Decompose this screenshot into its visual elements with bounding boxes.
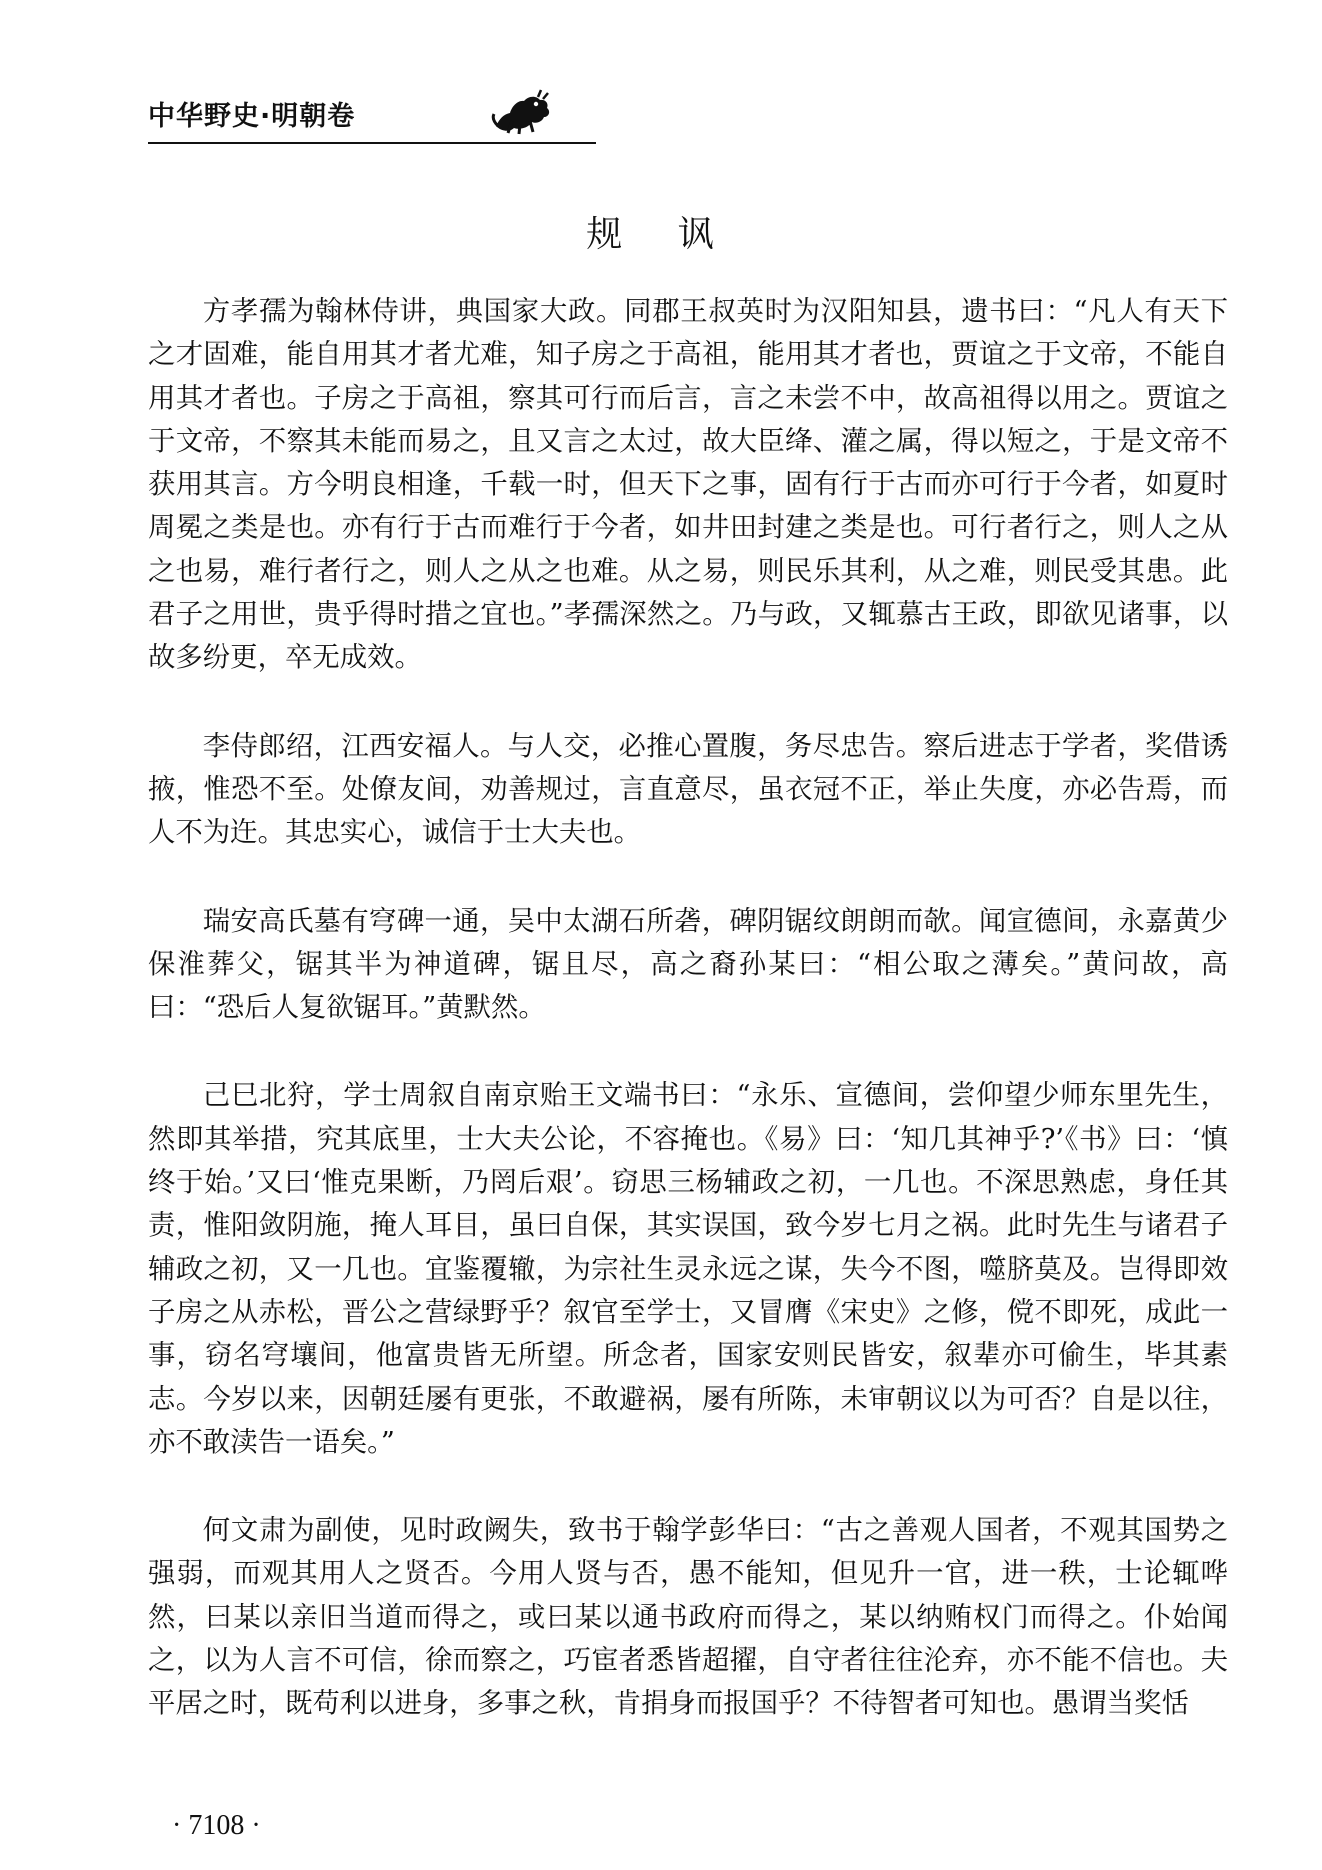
paragraph: 李侍郎绍，江西安福人。与人交，必推心置腹，务尽忠告。察后进志于学者，奖借诱掖，惟恐不至。处僚友间，劝善规过，言直意尽，虽衣冠不正，举止失度，亦必告焉，而人不为迕。其忠实心，诚信于士大夫也。 <box>148 730 1228 849</box>
page-number: · 7108 · <box>172 1810 261 1841</box>
header-rule <box>148 142 596 144</box>
paragraph: 方孝孺为翰林侍讲，典国家大政。同郡王叔英时为汉阳知县，遗书曰：“凡人有天下之才固难，能自用其才者尤难，知子房之于高祖，能用其才者也，贾谊之于文帝，不能自用其才者也。子房之于高祖，察其可行而后言，言之未尝不中，故高祖得以用之。贾谊之于文帝，不察其未能而易之，且又言之太过，故大臣绛、灌之属，得以短之，于是文帝不获用其言。方今明良相逢，千载一时，但天下之事，固有行于古而亦可行于今者，如夏时周冕之类是也。亦有行于古而难行于今者，如井田封建之类是也。可行者行之，则人之从之也易，难行者行之，则人之从之也难。从之易，则民乐其利，从之难，则民受其患。此君子之用世，贵乎得时措之宜也。”孝孺深然之。乃与政，又辄慕古王政，即欲见诸事，以故多纷更，卒无成效。 <box>148 296 1228 674</box>
paragraph: 己巳北狩，学士周叙自南京贻王文端书曰：“永乐、宣德间，尝仰望少师东里先生，然即其举措，究其底里，士大夫公论，不容掩也。《易》曰：‘知几其神乎?’《书》曰：‘慎终于始。’又曰‘惟克果断，乃罔后艰’。窃思三杨辅政之初，一几也。不深思熟虑，身任其责，惟阳敛阴施，掩人耳目，虽曰自保，其实误国，致今岁七月之祸。此时先生与诸君子辅政之初，又一几也。宜鉴覆辙，为宗社生灵永远之谋，失今不图，噬脐莫及。岂得即效子房之从赤松，晋公之营绿野乎？叙官至学士，又冒膺《宋史》之修，傥不即死，成此一事，窃名穹壤间，他富贵皆无所望。所念者，国家安则民皆安，叙辈亦可偷生，毕其素志。今岁以来，因朝廷屡有更张，不敢避祸，屡有所陈，未审朝议以为可否？自是以往，亦不敢渎告一语矣。” <box>148 1080 1228 1458</box>
paragraph: 何文肃为副使，见时政阙失，致书于翰学彭华曰：“古之善观人国者，不观其国势之强弱，而观其用人之贤否。今用人贤与否，愚不能知，但见升一官，进一秩，士论辄哗然，曰某以亲旧当道而得之，或曰某以通书政府而得之，某以纳贿权门而得之。仆始闻之，以为人言不可信，徐而察之，巧宦者悉皆超擢，自守者往往沦弃，亦不能不信也。夫平居之时，既苟利以进身，多事之秋，肯捐身而报国乎？不待智者可知也。愚谓当奖恬 <box>148 1515 1228 1720</box>
body-text <box>148 290 1228 1726</box>
paragraph: 瑞安高氏墓有穹碑一通，吴中太湖石所砻，碑阴锯纹朗朗而欹。闻宣德间，永嘉黄少保淮葬父，锯其半为神道碑，锯且尽，高之裔孙某曰：“相公取之薄矣。”黄问故，高曰：“恐后人复欲锯耳。”黄默然。 <box>148 905 1228 1024</box>
book-title: 中华野史·明朝卷 <box>148 101 356 132</box>
dragon-emblem-icon <box>490 88 554 136</box>
running-header <box>148 88 596 144</box>
section-title: 规 讽 <box>586 214 736 255</box>
